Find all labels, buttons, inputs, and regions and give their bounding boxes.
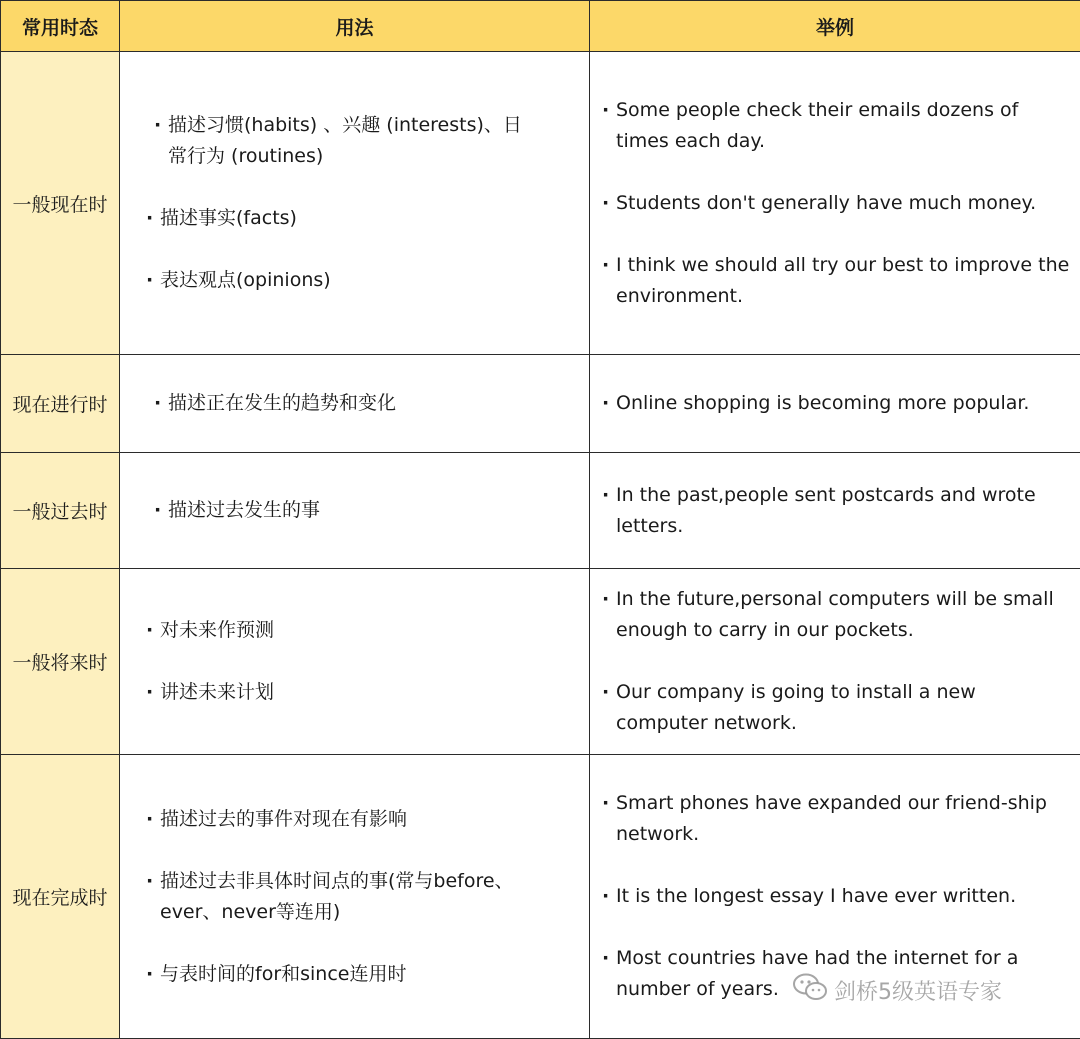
usage-item: · 描述习惯(habits) 、兴趣 (interests)、日常行为 (routines) [154,110,529,172]
usage-list [120,495,589,526]
table-row [1,52,1080,355]
example-cell [590,569,1080,755]
usage-item: · 描述过去非具体时间点的事(常与before、ever、never等连用) [146,866,539,928]
usage-list [120,804,589,990]
table-row [1,755,1080,1039]
usage-list [120,615,589,708]
example-list [590,480,1080,542]
table-row [1,355,1080,453]
usage-cell [120,755,590,1039]
example-item: · Students don't generally have much money. [602,188,1072,219]
usage-cell [120,355,590,453]
usage-item: · 与表时间的for和since连用时 [146,959,539,990]
header-examples: 举例 [590,1,1080,52]
example-list [590,388,1080,419]
example-item: · In the past,people sent postcards and wrote letters. [602,480,1072,542]
example-list [590,584,1080,739]
usage-item: · 描述事实(facts) [146,203,529,234]
example-item: · Our company is going to install a new computer network. [602,677,1072,739]
example-cell [590,755,1080,1039]
example-item: · Most countries have had the internet for a number of years. [602,943,1072,1005]
example-item: · Online shopping is becoming more popular. [602,388,1072,419]
example-cell [590,453,1080,569]
example-item: · It is the longest essay I have ever written. [602,881,1072,912]
usage-item: · 描述过去发生的事 [154,495,579,526]
example-item: · Smart phones have expanded our friend-ship network. [602,788,1072,850]
tense-name: 现在完成时 [1,755,120,1039]
usage-cell [120,453,590,569]
header-usage: 用法 [120,1,590,52]
header-tense: 常用时态 [1,1,120,52]
example-list [590,788,1080,1005]
example-cell [590,355,1080,453]
header-row [1,1,1080,52]
table-row [1,569,1080,755]
usage-item: · 表达观点(opinions) [146,265,529,296]
usage-cell [120,52,590,355]
usage-list [120,388,589,419]
table-row [1,453,1080,569]
example-list [590,95,1080,312]
example-item: · Some people check their emails dozens of times each day. [602,95,1072,157]
usage-list [120,110,589,296]
example-item: · I think we should all try our best to improve the environment. [602,250,1072,312]
tense-name: 一般将来时 [1,569,120,755]
usage-cell [120,569,590,755]
tense-name: 一般现在时 [1,52,120,355]
watermark-text: 剑桥5级英语专家 [834,975,1002,1006]
tense-name: 一般过去时 [1,453,120,569]
usage-item: · 对未来作预测 [146,615,579,646]
example-cell [590,52,1080,355]
example-item: · In the future,personal computers will be small enough to carry in our pockets. [602,584,1072,646]
usage-item: · 讲述未来计划 [146,677,579,708]
usage-item: · 描述过去的事件对现在有影响 [146,804,539,835]
usage-item: · 描述正在发生的趋势和变化 [154,388,579,419]
tense-name: 现在进行时 [1,355,120,453]
